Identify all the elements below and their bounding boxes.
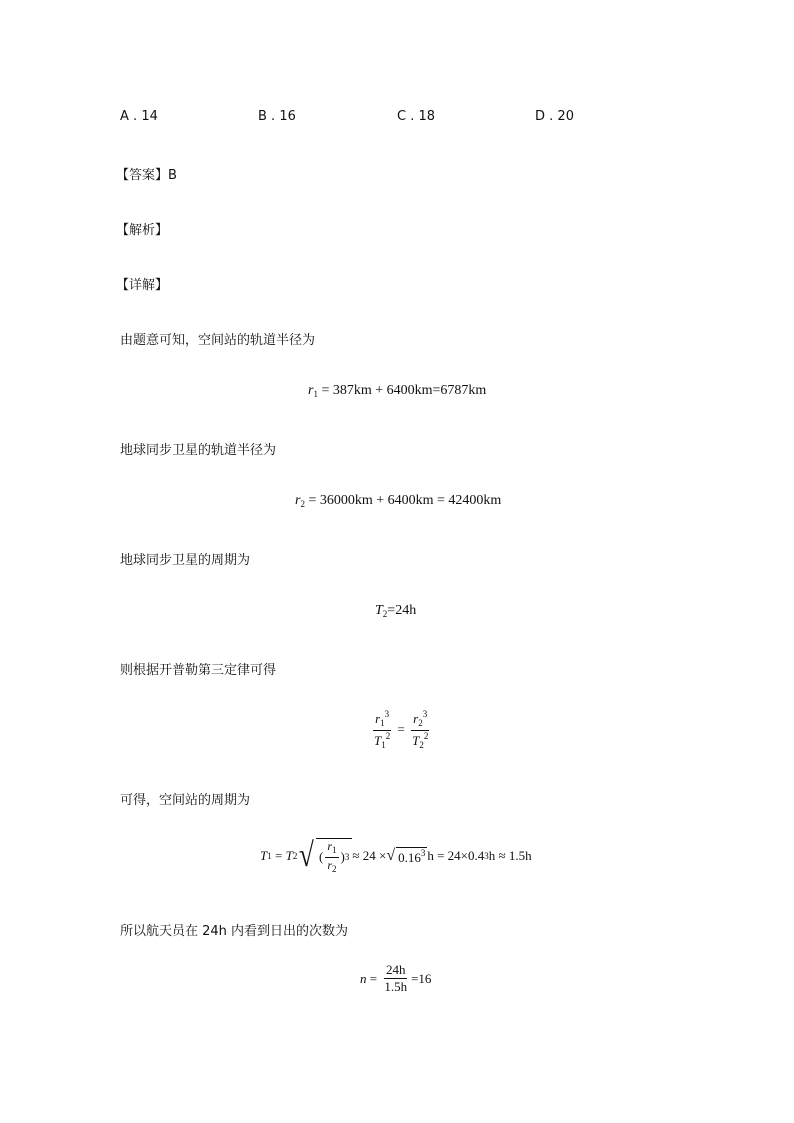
formula-6-count: n = $\frac{24h}{1.5h}$ =16 [360,962,432,995]
step-4-text: 则根据开普勒第三定律可得 [120,663,277,678]
formula-6-rhs: =16 [411,970,432,986]
formula-6-num: 24h [384,963,408,979]
radical-sign: √ ( $\frac{r_1}{r_2}$ ) 3 [297,838,352,875]
formula-4-kepler: $\frac{r_1^3}{T_1^2}$ = $\frac{r_2^3}{T_2^2}$ [374,709,429,750]
answer-value: B [168,168,177,183]
formula-5-root: 0.16 [398,850,421,866]
option-d: D . 20 [535,109,574,124]
option-b: B . 16 [258,109,296,124]
option-a: A . 14 [120,109,158,124]
formula-3: $T_2=24h$ [375,603,417,619]
formula-1: $r_1 = 387km + 6400km=6787km$ [308,383,487,399]
answer-line [116,164,177,183]
option-value: 16 [279,109,296,124]
step-1-text: 由题意可知，空间站的轨道半径为 [120,333,316,348]
step-3-text: 地球同步卫星的周期为 [120,553,251,568]
option-letter: D [535,109,546,124]
option-value: 18 [418,109,436,124]
step-5-text: 可得，空间站的周期为 [120,793,251,808]
step-2-text: 地球同步卫星的轨道半径为 [120,443,277,458]
formula-5-part1: ≈ 24 × [352,848,387,864]
answer-label: 【答案】 [116,168,169,183]
formula-5-part3: h ≈ 1.5h [488,848,532,864]
formula-2-rhs: = 36000km + 6400km = 42400km [304,493,502,508]
option-c: C . 18 [397,109,436,124]
formula-5-period: T 1 = T 2 √ ( $\frac{r_1}{r_2}$ ) 3 ≈ 24 × √ 0.16$^3$ h = 24×0.4 3 h ≈ 1.5h [260,837,532,875]
formula-6-den: 1.5h [384,979,408,995]
formula-5-part2: h = 24×0.4 [427,848,485,864]
option-letter: B [258,109,267,124]
analysis-label: 【解析】 [116,223,169,238]
option-value: 14 [141,109,158,124]
option-letter: C [397,109,407,124]
step-6-text: 所以航天员在 24h 内看到日出的次数为 [120,924,349,939]
option-value: 20 [557,109,574,124]
detail-label: 【详解】 [116,278,169,293]
formula-2: $r_2 = 36000km + 6400km = 42400km$ [295,493,502,509]
formula-1-rhs: = 387km + 6400km=6787km [317,383,487,398]
formula-3-rhs: =24h [387,603,417,618]
option-letter: A [120,109,129,124]
